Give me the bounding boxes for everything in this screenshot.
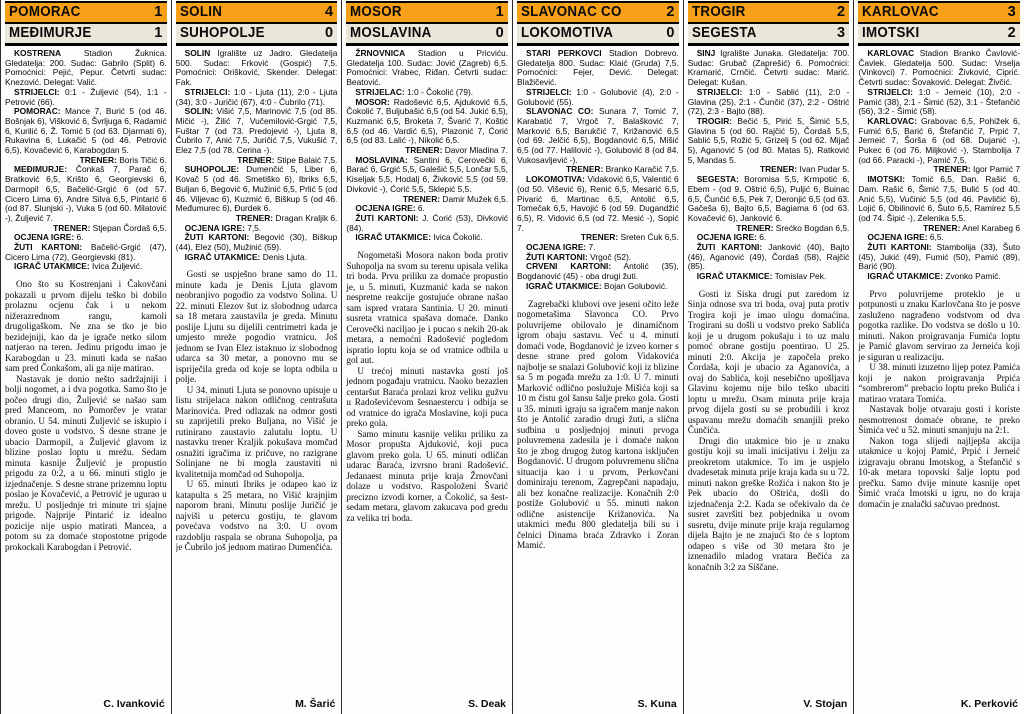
yellow-cards-label: ŽUTI KARTONI: xyxy=(867,242,932,253)
scorers-label: STRIJELCI: xyxy=(867,86,913,97)
motm-label: IGRAČ UTAKMICE: xyxy=(14,261,90,272)
motm-line xyxy=(5,262,167,272)
yellow-cards-label: ŽUTI KARTONI: xyxy=(696,242,763,253)
match-stats xyxy=(176,49,338,262)
away-team-name: LOKOMOTIVA xyxy=(521,25,614,41)
away-team-score: 1 xyxy=(154,25,163,41)
away-lineup-text: Boromisa 5,5, Krmpotić 6, Ebem - (od 9. Oštrić 6,5), Puljić 6, Buinac 6,5, Čunčić 6,5, Pek 7, Deronjić 6,5 (od 63. Gačeša 6), Bajto 6,5, Bagiama 6 (od 63. Kovačević 6), Janković 6. xyxy=(687,174,850,223)
author-byline: C. Ivanković xyxy=(103,698,165,710)
yellow-cards-text: Begović (30), Biškup (44), Elez (50), Mužinić (59). xyxy=(175,232,338,253)
yellow-cards-label: ŽUTI KARTONI: xyxy=(184,232,250,243)
scorers-text: 1:0 - Ljuta (11), 2:0 - Ljuta (34), 3:0 - Juričić (67), 4:0 - Čubrilo (71). xyxy=(175,86,338,107)
home-team-score: 2 xyxy=(836,4,846,20)
red-cards-line xyxy=(517,262,679,281)
away-team-row xyxy=(517,24,679,46)
venue-city: SINJ xyxy=(696,48,716,58)
scorers-text: 0:1 - Žuljević (54), 1:1 - Petrović (66). xyxy=(5,86,167,107)
rating-text: 6. xyxy=(76,232,84,243)
report-paragraph: Ono što su Kostrenjani i Čakovčani pokazali u prvom dijelu teško bi dobilo prolaznu ocjenu čak i u nekom nižerazrednom rangu, kamoli drugoligaškom. Ne zna se tko je bio bezidejniji, kao da je igrače netko silom natjerao na teren. Jedinu prigodu imao je Karabogdan u 23. minuti kada se našao sam pred Čonkašom, ali ga nije matirao. xyxy=(5,279,167,374)
away-trener-text: Srećko Bogdan 6,5. xyxy=(775,222,850,233)
away-team-name: MEĐIMURJE xyxy=(9,25,92,41)
away-team-name: SUHOPOLJE xyxy=(179,25,265,41)
match-report-column xyxy=(684,0,855,714)
scorers-label: STRIJELAC: xyxy=(355,86,405,97)
rating-text: 6. xyxy=(417,203,425,214)
away-team-name: MOSLAVINA xyxy=(350,25,432,41)
venue-city: KARLOVAC xyxy=(867,48,915,58)
away-lineup-label: MEĐIMURJE: xyxy=(14,164,68,175)
home-lineup-label: POMORAC: xyxy=(14,106,61,117)
home-team-row xyxy=(176,1,338,24)
report-body xyxy=(858,289,1020,695)
away-trener-label: TRENER: xyxy=(923,222,961,233)
away-team-score: 2 xyxy=(1007,25,1017,41)
home-lineup-text: Mance 7, Burić 5 (od 46. Bošnjak 6), Višković 6, Švrljuga 6, Radamić 6, Kurilić 6, Ž. Tomić 5 (od 63. Djarmati 6), Rukavina 6, Lukačić 5 (od 46. Petrović 6,5), Kovačević 6, Karabogdan 5. xyxy=(5,106,167,156)
home-lineup-line xyxy=(176,107,338,156)
venue-info-line xyxy=(176,49,338,88)
motm-line xyxy=(346,233,508,243)
match-scorebox xyxy=(517,1,679,46)
report-paragraph: Gosti se uspješno brane samo do 11. minute kada je Denis Ljuta glavom neobranjivo pogodio za vodstvo Solina. U 22. minuti Elezov šut iz slobodnog udarca sa 18 metara zaustavila je greda. Minutu poslije Ljutu su dijelili centrimetri kada je umjesto mreže pogodio vratnicu. Još jednom se Ivan Elez istaknuo iz slobodnog udarca sa 30 metar, a ponovno mu se ispriječila greda od koje se lopta odbila u polje. xyxy=(175,269,338,385)
scorers-text: 1:0 - Sablić (11), 2:0 - Glavina (25), 2:1 - Čunčić (37), 2:2 - Oštrić (72), 2:3 - Bajto (88). xyxy=(687,86,850,117)
motm-line xyxy=(688,272,850,282)
report-paragraph: Zagrebački klubovi ove jeseni očito leže nogometašima Slavonca CO. Prvo poluvrijeme obilovalo je dinamičnom igrom obaju sastavu. Već u 4. minuti domaći vode, Bogdanović je izveo korner s desne strane pred golom Vidakovića najbolje se snalazi Golubović koji iz blizine sa 5 m pogađa mrežu za 1:0. U 7. minuti Marković odlično poslužuje Mišića koji sa 10 m čistu gol šansu šalje preko gola. Gosti u 35. minuti igraju sa igračem manje nakon što je Antolić zaradio drugi žuti, a slična sudbina u posljednjoj minuti prvoga poluvremena zadesila je i domaće nakon što je zbog drugog žutog kartona isključen Bogdanović. U drugom poluvremenu slična situacija kao i u prvom, Perkovčani dominiraju terenom, Zagrepčani napadaju, ali bez konačne realizacije. Konačnih 2:0 postiže Golubović u 55. minuti nakon odlične asistencije Križanovića. Na utakmici među 800 gledatelja bili su i čelnici Dinama braća Zdravko i Zoran Mamić. xyxy=(517,298,679,551)
author-byline: S. Deak xyxy=(468,698,507,710)
venue-info-line xyxy=(688,49,850,88)
report-paragraph: U trećoj minuti nastavka gosti još jednom pogađaju vratnicu. Naoko bezazlen centaršut Baraća prolazi kroz veliku gužvu u Radoševićevom šesnaestercu i odbija se od vratnice do igrača Moslavine, koji puca preko gola. xyxy=(346,365,509,429)
away-trener-label: TRENER: xyxy=(402,193,441,204)
motm-text: Bojan Golubović. xyxy=(604,280,668,291)
match-scorebox xyxy=(5,1,167,46)
home-lineup-label: SLAVONAC CO: xyxy=(526,106,594,117)
report-body xyxy=(688,289,850,695)
venue-city: SOLIN xyxy=(184,48,211,58)
away-lineup-text: Dumenčić 5, Liber 6, Kovač 5 (od 46. Smetiško 6), Ibriks 6,5, Buljan 6, Begović 6, Mužinić 6,5, Prlić 5 (od 46. Viljevac 6), Kuzmić 6, Biškup 5 (od 46. Međumurec 6), Đurdek 6. xyxy=(175,164,338,214)
venue-info-line xyxy=(5,49,167,88)
away-lineup-text: Tomić 6,5, Dan. Rašić 6, Dam. Rašić 6, Šimić 7,5, Bulić 5 (od 40. Anić 5,5), Vučinić 5,5 (od 46. Pavličić 6), Lojić 6, Obilinović 6, Šuto 6,5, Ramirez 5,5 (od 74. Šipić -), Zelenika 5,5. xyxy=(858,174,1021,223)
home-trener-text: Boris Tičić 6. xyxy=(119,154,167,165)
rating-text: 7,5. xyxy=(247,222,262,233)
motm-line xyxy=(858,272,1020,282)
home-team-name: KARLOVAC xyxy=(862,4,940,20)
away-trener-text: Anel Karabeg 6 xyxy=(962,222,1021,233)
venue-text: Igralište uz Jadro. Gledatelja 500. Sudac: Frković (Gospić) 7,5. Pomoćnici: Orišković, Skender. Delegat: Fak. xyxy=(175,48,338,88)
yellow-cards-label: ŽUTI KARTONI: xyxy=(14,242,83,253)
away-trener-label: TRENER: xyxy=(235,212,274,223)
home-trener-text: Davor Mladina 7. xyxy=(444,145,509,156)
away-team-score: 0 xyxy=(666,25,675,41)
away-trener-text: Dragan Kraljik 6. xyxy=(275,212,338,223)
away-lineup-line xyxy=(346,156,508,195)
home-team-score: 1 xyxy=(154,4,163,20)
home-trener-text: Stipe Balaić 7,5. xyxy=(276,154,338,165)
rating-label: OCJENA IGRE: xyxy=(355,203,416,214)
home-trener-label: TRENER: xyxy=(759,164,798,175)
match-stats xyxy=(5,49,167,272)
match-scorebox xyxy=(176,1,338,46)
report-paragraph: Nastavak bolje otvaraju gosti i koriste nesmotrenost domaće obrane, te preko Šimića već u 52. minuti smanjuju na 2:1. xyxy=(858,404,1021,436)
report-paragraph: Gosti iz Siska drugi put zaredom iz Sinja odnose sva tri boda, ovaj puta protiv Trogira koji je imao ulogu domaćina. Trogirani su došli u vodstvo preko Sablića koji je u drugom pokušaju i to uz malu pomoć obrane gostiju poentirao. U 25. minuti 2:0. Akcija je započela preko Čordaša, koji je ubacio za Aganovića, a ovaj do Sablića, koji nesebično upošljava Glavinu kojemu nije bilo teško ubaciti loptu u mrežu. Osam minuta prije kraja prvog dijela gosti su se probudili i kroz uspavanu mrežu domaćih smanjili preko Čunčića. xyxy=(687,288,850,436)
yellow-cards-text: Janković (40), Bajto (46), Aganović (49), Čordaš (58), Rajčić (85). xyxy=(687,242,850,272)
rating-label: OCJENA IGRE: xyxy=(867,232,928,243)
home-lineup-text: Višić 7,5, Marinović 7,5 (od 85. Mičić -), Žilić 7, Vučemilović-Grgić 7,5, Fuštar 7 (od 73. Predojević -), Ljuta 8, Čubrilo 7, Anić 7,5, Juričić 7,5, Vukušić 7, Elez 7,5 (od 78. Cerina -). xyxy=(175,106,338,156)
away-team-name: IMOTSKI xyxy=(862,25,920,41)
home-trener-label: TRENER: xyxy=(79,154,117,165)
author-byline: K. Perković xyxy=(960,698,1019,710)
home-trener-label: TRENER: xyxy=(237,154,275,165)
home-team-score: 4 xyxy=(324,4,334,20)
away-team-score: 3 xyxy=(836,25,846,41)
home-lineup-line xyxy=(517,107,679,165)
report-paragraph: Drugi dio utakmice bio je u znaku gostiju koji su imali inicijativu i želju za preokretom utakmice. To im je uspjelo dvadesetak minuta prije kraja kada su u 72. minuti nakon greške Rožića i nakon što je Pek ubacio do Oštrića, došli do izjednačenja 2:2. Kada se očekivalo da će susret završiti bez pobjednika u ovom susretu, dvije minute prije kraja regularnog dijela Bajto je ne znajući što će s loptom odapeo s više od 30 metara što je iznenadilo mladog vratara Bečića za konačnih 3:2 za Siščane. xyxy=(687,435,850,572)
motm-line xyxy=(517,282,679,292)
scorers-text: 1:0 - Golubović (4), 2:0 - Golubović (55). xyxy=(517,86,679,107)
motm-label: IGRAČ UTAKMICE: xyxy=(526,280,602,291)
venue-text: Stadion Branko Čavlović-Čavlek. Gledatelja 500. Sudac: Vrselja (Vinkovci) 7. Pomoćnici: Živković, Ciprić. Četvrti sudac: Šovaković. Delegat: Živčić. xyxy=(858,48,1021,88)
home-team-row xyxy=(346,1,508,24)
venue-info-line xyxy=(517,49,679,88)
venue-city: STARI PERKOVCI xyxy=(526,48,602,58)
away-lineup-text: Santini 6, Cerovečki 6, Barać 6, Grgić 5,5, Galešić 5,5, Lončar 5,5, Kiseljak 5,5, Hodalj 6, Živković 5,5 (od 59. Divković -), Ćorić 5,5, Sklepić 5,5. xyxy=(346,154,509,194)
home-trener-text: Igor Pamić 7 xyxy=(973,164,1021,175)
home-team-score: 1 xyxy=(495,4,505,20)
yellow-cards-text: Vrgoč (52). xyxy=(590,251,632,262)
report-paragraph: Nakon toga slijedi najljepša akcija utakmice u kojoj Pamić, Prpić i Jerneić izigravaju obranu Imotskog, a Štefančić s 10-ak metara topovski šalje loptu pod prečku. Samo dvije minute kasnije opet Šimić vraća Imotski u igru, no do kraja domaćin je znalački sačuvao prednost. xyxy=(858,435,1021,509)
scorers-line xyxy=(5,88,167,107)
home-lineup-line xyxy=(346,98,508,147)
rating-label: OCJENA IGRE: xyxy=(526,242,587,253)
match-scorebox xyxy=(688,1,850,46)
yellow-cards-line xyxy=(5,243,167,262)
rating-label: OCJENA IGRE: xyxy=(14,232,75,243)
away-lineup-line xyxy=(688,175,850,224)
yellow-cards-line xyxy=(346,214,508,233)
report-body xyxy=(176,269,338,695)
yellow-cards-line xyxy=(176,233,338,252)
motm-label: IGRAČ UTAKMICE: xyxy=(355,232,432,243)
home-lineup-text: Radošević 6,5, Ajduković 6,5, Čokolić 7, Buljubašić 6,5 (od 54. Jukić 6,5), Kuzmanić 6,5, Broketa 7, Švarić 7, Koštić 6,5 (od 46. Vardić 6,5), Plazonić 7, Ćorić 6,5 (od 83. Lalić -), Nikolić 6,5. xyxy=(346,96,509,146)
scorers-text: 1:0 - Čokolić (79). xyxy=(407,86,474,97)
away-trener-label: TRENER: xyxy=(53,222,91,233)
home-trener-text: Ivan Pudar 5. xyxy=(799,164,850,175)
match-scorebox xyxy=(346,1,508,46)
home-team-name: POMORAC xyxy=(9,4,81,20)
yellow-cards-label: ŽUTI KARTONI: xyxy=(526,251,588,262)
home-team-row xyxy=(517,1,679,24)
home-lineup-label: MOSOR: xyxy=(355,96,390,107)
report-paragraph: U 38. minuti izuzetno lijep potez Pamića koji je nakon proigravanja Prpića “sombrerom” prebacio loptu preko Bulića i matirao vratara Tomića. xyxy=(858,362,1021,404)
away-trener-label: TRENER: xyxy=(580,232,619,243)
away-team-row xyxy=(858,24,1020,46)
scorers-label: STRIJELCI: xyxy=(696,86,743,97)
away-team-row xyxy=(176,24,338,46)
away-team-row xyxy=(688,24,850,46)
away-lineup-line xyxy=(858,175,1020,224)
rating-text: 7. xyxy=(588,242,596,253)
motm-label: IGRAČ UTAKMICE: xyxy=(184,251,261,262)
home-trener-label: TRENER: xyxy=(933,164,971,175)
yellow-cards-text: Bačelić-Grgić (47), Cicero Lima (72), Georgievski (81). xyxy=(5,242,167,262)
away-team-score: 0 xyxy=(495,25,505,41)
home-team-row xyxy=(858,1,1020,24)
home-lineup-text: Sunara 7, Tomić 7, Karabatić 7, Vrgoč 7, Balašković 7, Marković 6,5, Barukčić 7, Križanović 6,5 (od 69. Jelčić 6,5), Bogdanović 6,5, Mišić 6,5 (od 77. Halilović -), Golubović 8 (od 84. Vukosavljević -). xyxy=(517,106,679,165)
scorers-label: STRIJELCI: xyxy=(14,86,60,97)
venue-info-line xyxy=(346,49,508,88)
home-lineup-label: KARLOVAC: xyxy=(867,115,917,126)
report-paragraph: Nogometaši Mosora nakon boda protiv Suhopolja na svom su terenu upisala velika tri boda. Prvu priliku za domaće propustio je, u 5. minuti, Kuzmanić kada se nakon nespretne reakcije gostujuće obrane našao sam ispred vratara Santinia. U 20. minuti susreta vratnica spašava domaće. Danko Cerovečki naciljao je i pucao s nekih 20-ak metara, a nemoćni Radošević pogledom ispratio loptu koja se od vratnice odbila u gol aut. xyxy=(346,250,509,366)
scorers-line xyxy=(858,88,1020,117)
scorers-line xyxy=(517,88,679,107)
away-lineup-label: MOSLAVINA: xyxy=(355,154,408,165)
report-paragraph: U 65. minuti Ibriks je odapeo kao iz katapulta s 25 metara, no Višić krajnjim naporom brani. Minutu poslije Juričić je najviši u petercu gostiju, te glavom povećava vodstvo na 3:0. U ovom razdoblju raspala se obrana Suhopolja, pa je Čubrilo još jednom matirao Dumenčića. xyxy=(175,479,338,553)
motm-text: Zvonko Pamić. xyxy=(945,271,1001,282)
away-lineup-line xyxy=(176,165,338,214)
venue-text: Stadion Žuknica. Gledatelja: 200. Sudac: Gabrilo (Split) 6. Pomoćnici: Pejić, Pepur. Četvrti sudac: Knezović. Delegat: Valić. xyxy=(5,48,167,88)
scorers-line xyxy=(176,88,338,107)
away-lineup-text: Čonkaš 7, Parač 6, Bratković 6,5, Krišto 6, Georgievski 6, Darmopil 6,5, Bačelić-Grgić 6 (od 57. Cicero Lima 6), Andre Silva 6,5, Pintarić 6 (od 87. Slunjski -), Vuka 5 (od 60. Milatović -), Žuljević 7. xyxy=(5,164,167,223)
away-team-name: SEGESTA xyxy=(691,25,757,41)
red-cards-label: CRVENI KARTONI: xyxy=(526,261,612,272)
match-stats xyxy=(858,49,1020,282)
yellow-cards-line xyxy=(858,243,1020,272)
venue-text: Stadion u Pricviću. Gledatelja 100. Sudac: Jović (Zagreb) 6,5. Pomoćnici: Vrabec, Riđan. Četvrti sudac: Beatović. xyxy=(346,48,509,88)
motm-text: Tomislav Pek. xyxy=(774,271,827,282)
motm-line xyxy=(176,253,338,263)
away-lineup-line xyxy=(517,175,679,233)
report-paragraph: Samo minutu kasnije veliku priliku za Mosor propušta Ajduković, koji puca glavom preko gola. U 65. minuti odličan udarac Baraća, izvrsno brani Radošević. Jedanaest minuta prije kraja Žrnovčani dolaze u vodstvo. Raspoloženi Švarić precizno izvodi korner, a Čokolić, sa šest-sedam metara, glavom zakucava pod gredu za velika tri boda. xyxy=(346,428,509,523)
home-team-row xyxy=(5,1,167,24)
match-report-column xyxy=(342,0,513,714)
away-trener-text: Sreten Ćuk 6,5. xyxy=(620,232,679,243)
match-report-column xyxy=(854,0,1024,714)
rating-label: OCJENA IGRE: xyxy=(184,222,245,233)
rating-text: 6. xyxy=(759,232,767,243)
yellow-cards-label: ŽUTI KARTONI: xyxy=(355,212,419,223)
match-stats xyxy=(517,49,679,292)
home-trener-label: TRENER: xyxy=(566,164,604,175)
home-team-name: SOLIN xyxy=(179,4,222,20)
home-team-name: TROGIR xyxy=(691,4,746,20)
report-body xyxy=(5,279,167,695)
home-team-score: 3 xyxy=(1007,4,1017,20)
away-lineup-label: SEGESTA: xyxy=(696,174,739,185)
motm-text: Ivica Čokolić. xyxy=(433,232,483,243)
match-scorebox xyxy=(858,1,1020,46)
home-lineup-label: SOLIN: xyxy=(184,106,214,117)
home-lineup-line xyxy=(858,117,1020,166)
away-lineup-text: Vidaković 6,5, Valentić 6 (od 50. Višević 6), Renić 6,5, Mesarić 6,5, Pivarić 6, Martinac 6,5, Antolić 6,5, Tomečak 6,5, Havojić 6 (od 59. Dugandžić 6,5), R. Vidović 6,5 (od 72. Mesić -), Sopić 7. xyxy=(517,174,679,233)
away-lineup-label: SUHOPOLJE: xyxy=(184,164,240,175)
report-paragraph: Prvo poluvrijeme proteklo je u potpunosti u znaku Karlovčana što je posve zasluženo nagrađeno vodstvom od dva pogotka razlike. Do vodstva se došlo u 10. minuti. Nakon proigravanja Fumića loptu je Pamić glavom servirao za Jerneića koji je siguran u realizaciju. xyxy=(858,288,1021,362)
report-paragraph: U 34. minuti Ljuta se ponovno upisuje u listu strijelaca nakon odličnog centrašuta Marinovića. Pred odlazak na odmor gosti su zaprijetili preko Buljana, no Višić je rutinirano zaustavio zalutalu loptu. U nastavku trener Kraljik pokušava momčad osnažiti igračima iz pričuve, no razigrane Solinjane ne bi mogla zaustaviti ni kvalitetnija momčad od Suhopolja. xyxy=(175,384,338,479)
match-report-column xyxy=(513,0,684,714)
author-byline: M. Šarić xyxy=(295,698,336,710)
away-team-score: 0 xyxy=(324,25,334,41)
home-lineup-label: TROGIR: xyxy=(696,115,733,126)
report-paragraph: Nastavak je donio nešto sadržajniji i bolji nogomet, a i dva pogotka. Samo što je počeo drugi dio, Žuljević se našao sam pred Manceom, no Pomorčev je vratar obranio. U 54. minuti Žuljević se iskupio i doveo goste u vodstvo. S desne strane je ubacio Darmopil, a Žuljević glavom iz blizine poslao loptu u mrežu. Sedam minuta kasnije Žuljević je propustio prigodu za 0:2, a u 66. minuti stiglo je izjednačenje. S desne strane prizemnu loptu poslao je Kovačević, a Petrović je ugurao u mrežu. U posljednje tri minute tri sjajne prigode. Najprije Pintarić iz idealno pozicije nije uspio matirati Mancea, a potom su za domaće stopostotne prigode prokockali Karabogdan i Petrović. xyxy=(5,373,167,552)
scorers-label: STRIJELCI: xyxy=(526,86,572,97)
venue-city: KOSTRENA xyxy=(14,48,61,58)
home-team-name: SLAVONAC CO xyxy=(521,4,622,20)
author-byline: V. Stojan xyxy=(803,698,848,710)
away-team-row xyxy=(346,24,508,46)
home-trener-text: Branko Karačić 7,5. xyxy=(605,164,679,175)
away-trener-text: Damir Mužek 6,5. xyxy=(442,193,509,204)
motm-label: IGRAČ UTAKMICE: xyxy=(867,271,944,282)
home-trener-label: TRENER: xyxy=(405,145,443,156)
home-team-name: MOSOR xyxy=(350,4,403,20)
rating-text: 6,5. xyxy=(929,232,944,243)
scorers-text: 1:0 - Jerneić (10), 2:0 - Pamić (38), 2:1 - Šimić (52), 3:1 - Štefančić (56), 3:2 - Šimić (58). xyxy=(858,86,1021,117)
away-lineup-label: LOKOMOTIVA: xyxy=(526,174,585,185)
match-stats xyxy=(688,49,850,282)
yellow-cards-text: J. Ćorić (53), Divković (84). xyxy=(346,212,509,233)
yellow-cards-text: Stambolija (33), Šuto (45), Jukić (49), Fumić (50), Pamić (89), Barić (90). xyxy=(858,242,1021,272)
away-trener-label: TRENER: xyxy=(736,222,774,233)
author-byline: S. Kuna xyxy=(637,698,677,710)
home-lineup-text: Grabovac 6,5, Pohižek 6, Fumić 6,5, Barić 6, Štefančić 7, Prpić 7, Jerneić 7, Šorša 6 (od 68. Dujanić -), Pukec 6 (od 76. Miljković -), Stambolija 7 (od 66. Paracki -), Pamić 7,5. xyxy=(858,115,1021,165)
motm-text: Denis Ljuta. xyxy=(262,251,307,262)
venue-city: ŽRNOVNICA xyxy=(355,48,406,58)
rating-label: OCJENA IGRE: xyxy=(696,232,757,243)
home-team-score: 2 xyxy=(666,4,675,20)
match-report-column xyxy=(172,0,343,714)
scorers-label: STRIJELCI: xyxy=(184,86,231,97)
scorers-line xyxy=(688,88,850,117)
home-lineup-line xyxy=(688,117,850,166)
venue-text: Stadion Dobrevo. Gledatelja 800. Sudac: Klaić (Gruda) 7,5. Pomoćnici: Fejer, Dević. Delegat: Blažičević. xyxy=(517,48,679,88)
home-team-row xyxy=(688,1,850,24)
match-stats xyxy=(346,49,508,243)
report-body xyxy=(517,299,679,695)
red-cards-text: Antolić (35), Bogdanović (45) - oba drugi žuti. xyxy=(517,261,679,282)
venue-info-line xyxy=(858,49,1020,88)
venue-text: Igralište Junaka. Gledatelja: 700. Sudac: Grubač (Zaprešić) 6. Pomoćnici: Kramarić, Crnčić. Četvrti sudac: Marić. Delegat: Kušan. xyxy=(687,48,850,88)
away-team-row xyxy=(5,24,167,46)
match-report-column xyxy=(0,0,172,714)
away-trener-text: Stjepan Čordaš 6,5. xyxy=(92,222,167,233)
home-lineup-text: Bečić 5, Pirić 5, Šimić 5,5, Glavina 5 (od 60. Rajčić 5), Čordaš 5,5, Sablić 5,5, Rožić 5, Grizelj 5 (od 62. Mijač 5), Aganović 5 (od 80. Matas 5), Ratković 5, Mandas 5. xyxy=(687,115,850,165)
motm-label: IGRAČ UTAKMICE: xyxy=(696,271,773,282)
home-lineup-line xyxy=(5,107,167,156)
yellow-cards-line xyxy=(688,243,850,272)
motm-text: Ivica Žuljević. xyxy=(92,261,143,272)
away-lineup-line xyxy=(5,165,167,223)
report-body xyxy=(346,250,508,695)
away-lineup-label: IMOTSKI: xyxy=(867,174,906,185)
